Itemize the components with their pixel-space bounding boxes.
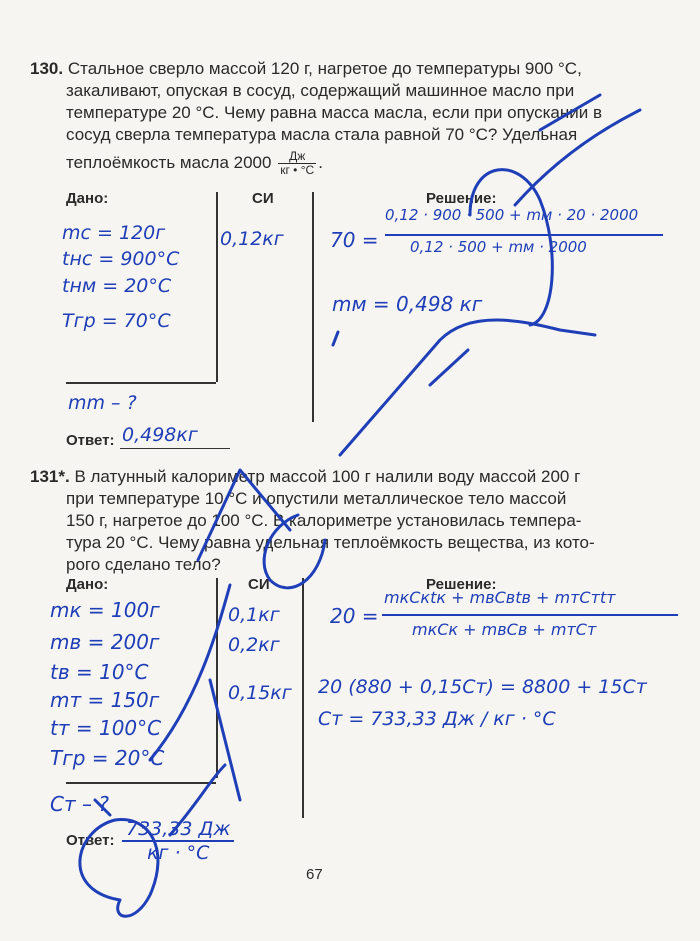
answer-value: 0,498кг [122,424,198,446]
unit-fraction: $\frac{Дж}{кг • ^\circ С}$ [280,149,315,177]
given-value: mc = 120г [62,222,166,244]
problem-line: 150 г, нагретое до 100 °С. В калориметре установилась темпера- [66,511,582,530]
si-value: 0,2кг [228,634,280,656]
fraction-bar [385,234,663,236]
page-number: 67 [306,866,323,883]
equation-numerator: mкCкtк + mвCвtв + mтCтtт [384,588,616,607]
equation-numerator: 0,12 · 900 · 500 + mм · 20 · 2000 [385,206,639,224]
given-value: mв = 200г [50,630,160,654]
equation-denominator: mкCк + mвCв + mтCт [412,620,597,639]
problem-line: температуре 20 °С. Чему равна масса масла, если при опускании в [66,103,603,122]
ink-stroke [430,350,468,385]
grid-divider [312,192,314,422]
given-value: Тгр = 70°С [62,310,171,332]
solution-header: Решение: [426,576,497,593]
ink-stroke [150,585,230,760]
si-header: СИ [252,190,274,207]
equation-line: 20 (880 + 0,15Cт) = 8800 + 15Cт [318,676,647,698]
grid-divider [66,382,216,384]
problem-line: закаливают, опуская в сосуд, содержащий машинное масло при [66,81,575,100]
problem-130-text: 130. Стальное сверло массой 120 г, нагретое до температуры 900 °С, закаливают, опуская в сосуд, содержащий машинное масло при температуре 20 °С. Чему равна масса масла, если при опускании в сосуд сверла температура масла стала равной 70 °С? Удельная теплоёмкость масла 2000 $\frac{Дж}{кг • ^\circ С}$ . [30,58,670,177]
problem-line: В латунный калориметр массой 100 г налили воду массой 200 г [74,467,581,486]
problem-number: 130. [30,59,64,78]
si-value: 0,1кг [228,604,280,626]
result: mм = 0,498 кг [332,292,483,316]
given-value: tв = 10°С [50,660,149,684]
ink-stroke [340,320,595,455]
equation-left: 70 = [330,228,379,252]
problem-line: тура 20 °С. Чему равна удельная теплоёмкость вещества, из кото- [66,533,595,552]
answer-value: $\frac{733,33 Дж}{кг \cdot ^\circ С}$ [122,818,234,864]
given-value: tт = 100°С [50,716,162,740]
unknown-value: mm – ? [68,392,137,414]
given-value: Tгр = 20°С [50,746,165,770]
answer-line [120,448,230,449]
problem-line: Стальное сверло массой 120 г, нагретое до температуры 900 °С, [67,59,582,78]
grid-divider [216,578,218,778]
si-value: 0,12кг [220,228,284,250]
si-value: 0,15кг [228,682,292,704]
problem-line: рого сделано тело? [66,555,221,574]
given-value: mк = 100г [50,598,160,622]
grid-divider [66,782,216,784]
grid-divider [216,192,218,382]
ink-stroke [333,332,338,345]
problem-number: 131*. [30,467,70,486]
problem-131-text [30,466,670,576]
fraction-bar [382,614,678,616]
equation-left: 20 = [330,604,379,628]
dano-header: Дано: [66,576,109,593]
answer-label: Ответ: [66,832,115,849]
unknown-value: Cт – ? [50,792,109,816]
solution-header: Решение: [426,190,497,207]
given-value: tнс = 900°С [62,248,180,270]
given-value: tнм = 20°С [62,275,172,297]
result: Cт = 733,33 Дж / кг · °С [318,708,556,730]
dano-header: Дано: [66,190,109,207]
si-header: СИ [248,576,270,593]
problem-line: теплоёмкость масла 2000 [66,152,272,172]
given-value: mт = 150г [50,688,160,712]
problem-line: при температуре 10 °С и опустили металлическое тело массой [66,489,567,508]
answer-label: Ответ: [66,432,115,449]
problem-line: сосуд сверла температура масла стала равной 70 °С? Удельная [66,125,578,144]
equation-denominator: 0,12 · 500 + mм · 2000 [410,238,587,256]
grid-divider [302,578,304,818]
